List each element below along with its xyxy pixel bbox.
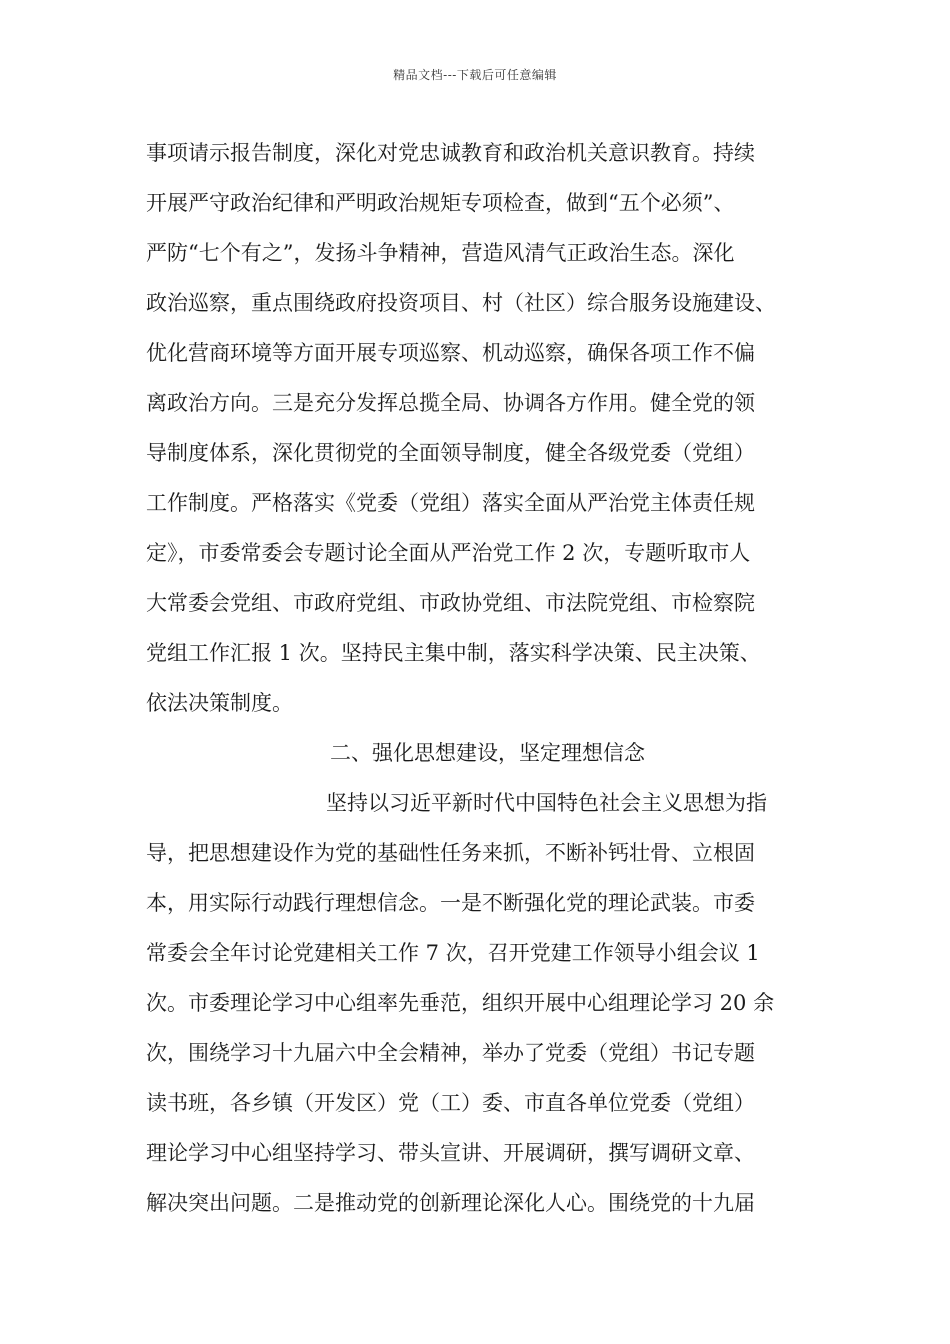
body-line: 理论学习中心组坚持学习、带头宣讲、开展调研，撰写调研文章、 (146, 1141, 755, 1165)
paragraph-first-line: 坚持以习近平新时代中国特色社会主义思想为指 (326, 791, 767, 815)
body-line: 解决突出问题。二是推动党的创新理论深化人心。围绕党的十九届 (146, 1191, 755, 1215)
body-line: 导制度体系，深化贯彻党的全面领导制度，健全各级党委（党组） (146, 441, 755, 465)
body-line: 读书班，各乡镇（开发区）党（工）委、市直各单位党委（党组） (146, 1091, 755, 1115)
body-line: 工作制度。严格落实《党委（党组）落实全面从严治党主体责任规 (146, 491, 755, 515)
body-line: 离政治方向。三是充分发挥总揽全局、协调各方作用。健全党的领 (146, 391, 755, 415)
body-line: 导，把思想建设作为党的基础性任务来抓，不断补钙壮骨、立根固 (146, 841, 755, 865)
body-line: 政治巡察，重点围绕政府投资项目、村（社区）综合服务设施建设、 (146, 291, 776, 315)
body-line: 次。市委理论学习中心组率先垂范，组织开展中心组理论学习 20 余 (146, 991, 775, 1015)
body-line: 次，围绕学习十九届六中全会精神，举办了党委（党组）书记专题 (146, 1041, 755, 1065)
body-line: 大常委会党组、市政府党组、市政协党组、市法院党组、市检察院 (146, 591, 755, 615)
body-line: 开展严守政治纪律和严明政治规矩专项检查，做到“五个必须”、 (146, 191, 735, 215)
body-line: 严防“七个有之”，发扬斗争精神，营造风清气正政治生态。深化 (146, 241, 735, 265)
body-line: 依法决策制度。 (146, 691, 293, 715)
body-line: 本，用实际行动践行理想信念。一是不断强化党的理论武装。市委 (146, 891, 755, 915)
body-line: 定》，市委常委会专题讨论全面从严治党工作 2 次，专题听取市人 (146, 541, 751, 565)
body-line: 事项请示报告制度，深化对党忠诚教育和政治机关意识教育。持续 (146, 141, 755, 165)
body-line: 常委会全年讨论党建相关工作 7 次，召开党建工作领导小组会议 1 (146, 941, 760, 965)
page-header: 精品文档---下载后可任意编辑 (393, 68, 557, 82)
body-line: 优化营商环境等方面开展专项巡察、机动巡察，确保各项工作不偏 (146, 341, 755, 365)
body-line: 党组工作汇报 1 次。坚持民主集中制，落实科学决策、民主决策、 (146, 641, 761, 665)
section-heading: 二、强化思想建设，坚定理想信念 (330, 741, 645, 765)
